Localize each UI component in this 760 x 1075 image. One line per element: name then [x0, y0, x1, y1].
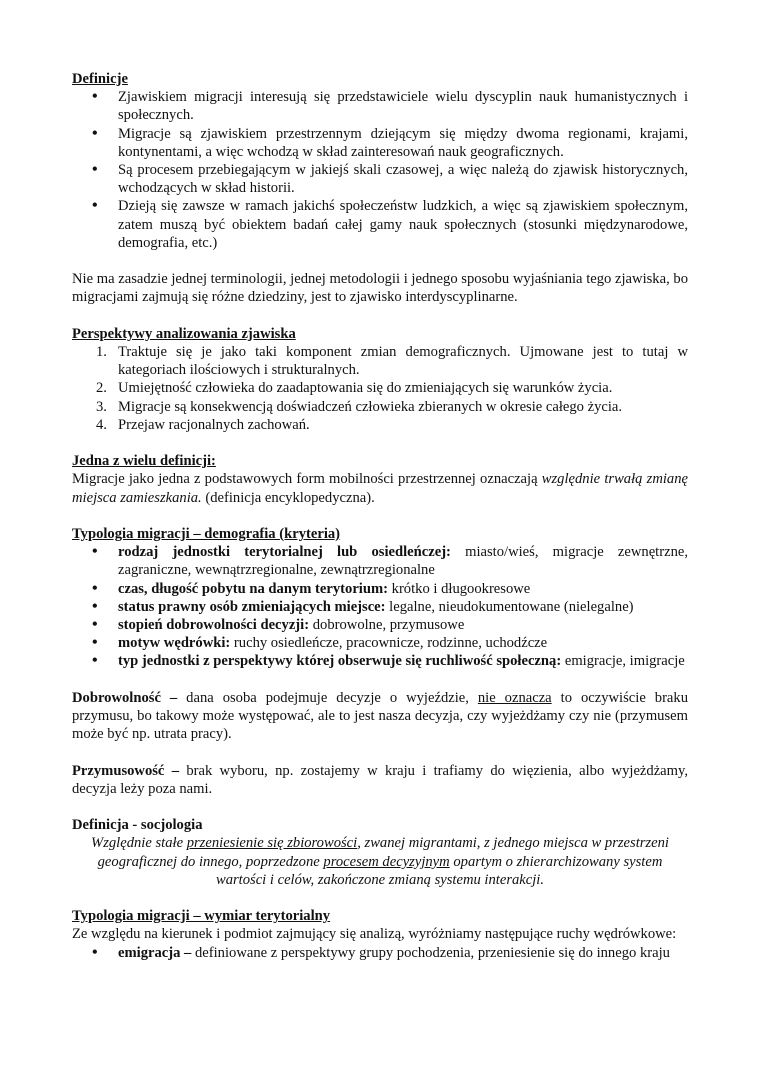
list-item [72, 379, 688, 397]
term-text: legalne, nieudokumentowane (nielegalne) [385, 598, 634, 615]
underlined-text: nie oznacza [477, 689, 552, 706]
item-number: 2. [96, 380, 107, 397]
term: status prawny osób zmieniających miejsce: [118, 598, 386, 615]
list-item: • Są procesem przebiegającym w jakiejś skali czasowej, a więc należą do zjawisk historycznych, wchodzących w skład historii. [72, 161, 688, 197]
list-item [72, 944, 688, 962]
list-item [72, 652, 688, 670]
term: Przymusowość – [72, 762, 180, 779]
italic-text: względnie trwałą zmianę miejsca zamieszkania. [72, 471, 688, 506]
item-text: Umiejętność człowieka do zaadaptowania się do zmieniających się warunków życia. [118, 380, 613, 397]
underlined-text: przeniesienie się zbiorowości [186, 835, 358, 852]
text: (definicja encyklopedyczna). [201, 489, 375, 506]
item-number: 4. [96, 416, 107, 433]
text: , zwanej migrantami, z jednego miejsca w przestrzeni geograficznej do innego, poprzedzone [97, 835, 669, 870]
text: Migracje jako jedna z podstawowych form mobilności przestrzennej oznaczają [72, 471, 542, 488]
term-text: emigracje, imigracje [561, 653, 685, 670]
term: czas, długość pobytu na danym terytorium: [118, 580, 388, 597]
item-text: Traktuje się je jako taki komponent zmian demograficznych. Ujmowane jest to tutaj w kategoriach ilościowych i strukturalnych. [118, 344, 688, 379]
document-page [72, 70, 688, 962]
list-item [72, 398, 688, 416]
heading-typologia-demografia: Typologia migracji – demografia (kryteria) [72, 526, 341, 543]
paragraph-dobrowolnosc [72, 689, 688, 744]
wymiar-terytorialny-list [72, 944, 688, 962]
term: Dobrowolność – [72, 689, 178, 706]
definicje-list [72, 88, 688, 252]
term: rodzaj jednostki terytorialnej lub osiedleńczej: [118, 544, 451, 561]
text: to oczywiście braku przymusu, bo takowy może występować, ale to jest nasza decyzja, czy wyjeżdżamy czy nie (przymusem może być np. utrata pracy). [72, 689, 689, 743]
list-item [72, 543, 688, 579]
kryteria-list [72, 543, 688, 670]
list-item: • Dzieją się zawsze w ramach jakichś społeczeństw ludzkich, a więc są zjawiskiem społecznym, zatem muszą być obiektem badań całej gamy nauk społecznych (stosunki międzynarodowe, demografia, etc.) [72, 197, 688, 252]
list-item [72, 343, 688, 379]
list-item: • Zjawiskiem migracji interesują się przedstawiciele wielu dyscyplin nauk humanistycznych i społecznych. [72, 88, 688, 124]
term: stopień dobrowolności decyzji: [118, 617, 310, 634]
term-text: krótko i długookresowe [388, 580, 531, 597]
item-text: Migracje są konsekwencją doświadczeń człowieka zbieranych w okresie całego życia. [118, 398, 623, 415]
term: typ jednostki z perspektywy której obserwuje się ruchliwość społeczną: [118, 653, 562, 670]
list-item [72, 416, 688, 434]
list-item [72, 634, 688, 652]
paragraph-przymusowosc [72, 762, 688, 798]
heading-typologia-terytorialna: Typologia migracji – wymiar terytorialny [72, 908, 331, 925]
heading-jedna-definicja: Jedna z wielu definicji: [72, 453, 216, 470]
term-text: definiowane z perspektywy grupy pochodzenia, przeniesienie się do innego kraju [191, 944, 670, 961]
heading-definicja-socjologia: Definicja - socjologia [72, 817, 203, 834]
term: emigracja – [118, 944, 192, 961]
heading-definicje: Definicje [72, 71, 128, 87]
term: motyw wędrówki: [118, 635, 231, 652]
item-number: 3. [96, 398, 107, 415]
paragraph-definicja-socjologiczna [72, 834, 688, 889]
list-item [72, 580, 688, 598]
underlined-text: procesem decyzyjnym [323, 853, 450, 870]
list-item [72, 616, 688, 634]
list-item [72, 598, 688, 616]
item-number: 1. [96, 344, 107, 361]
paragraph-definicja-encyklopedyczna [72, 470, 688, 506]
text: dana osoba podejmuje decyzje o wyjeździe, [177, 689, 478, 706]
paragraph-terminologia: Nie ma zasadzie jednej terminologii, jednej metodologii i jednego sposobu wyjaśniania tego zjawiska, bo migracjami zajmują się różne dziedziny, jest to zjawisko interdyscyplinarne. [72, 271, 688, 306]
perspektywy-list [72, 343, 688, 434]
text: brak wyboru, np. zostajemy w kraju i trafiamy do więzienia, albo wyjeżdżamy, decyzja leży poza nami. [72, 762, 688, 797]
text: Względnie stałe [91, 835, 187, 852]
term-text: miasto/wieś, migracje zewnętrzne, zagraniczne, wewnątrzregionalne, zewnątrzregionalne [118, 544, 688, 579]
term-text: ruchy osiedleńcze, pracownicze, rodzinne, uchodźcze [230, 635, 548, 652]
text: opartym o zhierarchizowany system wartości i celów, zakończone zmianą systemu interakcji. [215, 853, 663, 888]
heading-perspektywy: Perspektywy analizowania zjawiska [72, 325, 296, 342]
term-text: dobrowolne, przymusowe [309, 617, 465, 634]
list-item: • Migracje są zjawiskiem przestrzennym dziejącym się między dwoma regionami, krajami, kontynentami, a więc wchodzą w skład zainteresowań nauk geograficznych. [72, 125, 688, 161]
paragraph-ruchy-wedrowkowe: Ze względu na kierunek i podmiot zajmujący się analizą, wyróżniamy następujące ruchy wędrówkowe: [72, 926, 677, 943]
item-text: Przejaw racjonalnych zachowań. [118, 416, 310, 433]
